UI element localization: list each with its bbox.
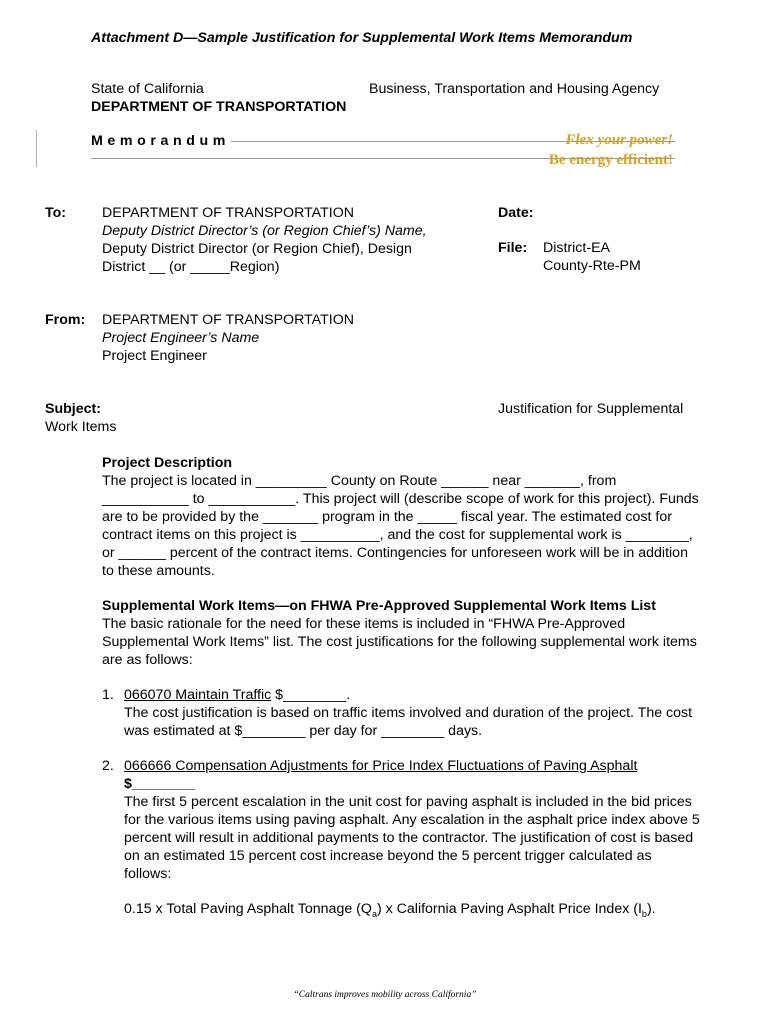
memorandum-label: Memorandum (91, 133, 231, 149)
date-label: Date: (498, 205, 534, 221)
file-line-2: County-Rte-PM (543, 258, 641, 274)
from-line-2: Project Engineer’s Name (102, 330, 260, 346)
formula-subscript-a: a (371, 908, 377, 919)
to-recipient (102, 204, 482, 276)
asphalt-formula: 0.15 x Total Paving Asphalt Tonnage $(Q_a)$ x California Paving Asphalt Price Index $(I_b)$. (124, 901, 656, 919)
item-text: The cost justification is based on traffic items involved and duration of the project. The cost was estimated at $________ per day for ________ days. (124, 705, 693, 739)
subject-value: Justification for Supplemental (498, 401, 684, 417)
to-line-4: District __ (or _____Region) (102, 259, 280, 275)
item-title: 066666 Compensation Adjustments for Price Index Fluctuations of Paving Asphalt (124, 758, 638, 774)
item-title: 066070 Maintain Traffic (124, 687, 272, 703)
file-line-1: District-EA (543, 240, 610, 256)
to-label: To: (45, 205, 67, 221)
list-item (102, 757, 702, 918)
subject-label: Subject: (45, 401, 101, 417)
from-sender (102, 311, 482, 365)
file-value (543, 239, 641, 275)
slogan-flex-your-power: Flex your power! (565, 132, 673, 148)
project-description-text: The project is located in _________ County on Route ______ near _______, from ___________ to ___________. This project will (describe scope of work for this project). Funds are to be provided by the _______ program in the _____ fiscal year. The estimated cost for contract items on this project is __________, and the cost for supplemental work is ________, or ______ percent of the contract items. Contingencies for unforeseen work will be in addition to these amounts. (102, 473, 699, 579)
agency-name: Business, Transportation and Housing Agency (369, 81, 660, 97)
to-line-3: Deputy District Director (or Region Chief), Design (102, 241, 412, 257)
item-text: The first 5 percent escalation in the unit cost for paving asphalt is included in the bid prices for the various items using paving asphalt. Any escalation in the asphalt price index above 5 percent will result in additional payments to the contractor. The justification of cost is based on an estimated 15 percent cost increase beyond the 5 percent trigger calculated as follows: (124, 794, 700, 882)
item-amount: $________. (271, 687, 351, 703)
margin-bar (36, 130, 37, 167)
formula-subscript-b: b (641, 908, 647, 919)
subject-value-continued: Work Items (45, 419, 117, 435)
state-name: State of California (91, 81, 204, 97)
from-line-3: Project Engineer (102, 348, 207, 364)
item-number: 2. (102, 758, 114, 774)
slogan-be-energy-efficient: Be energy efficient! (548, 152, 673, 168)
footer-motto: “Caltrans improves mobility across California” (293, 990, 477, 1000)
to-line-1: DEPARTMENT OF TRANSPORTATION (102, 205, 354, 221)
to-line-2: Deputy District Director’s (or Region Chief’s) Name, (102, 223, 427, 239)
supplemental-heading: Supplemental Work Items—on FHWA Pre-Approved Supplemental Work Items List (102, 598, 656, 614)
from-line-1: DEPARTMENT OF TRANSPORTATION (102, 312, 354, 328)
from-label: From: (45, 312, 86, 328)
supplemental-text: The basic rationale for the need for these items is included in “FHWA Pre-Approved Supplemental Work Items” list. The cost justifications for the following supplemental work items are as follows: (102, 616, 697, 668)
document-title: Attachment D—Sample Justification for Supplemental Work Items Memorandum (91, 30, 633, 46)
item-number: 1. (102, 687, 114, 703)
supplemental-items-list (102, 686, 702, 918)
item-amount: $________ (124, 776, 196, 792)
project-description-heading: Project Description (102, 455, 233, 471)
list-item (102, 686, 702, 740)
department-name: DEPARTMENT OF TRANSPORTATION (91, 99, 347, 115)
file-label: File: (498, 240, 528, 256)
memo-body (102, 454, 702, 935)
